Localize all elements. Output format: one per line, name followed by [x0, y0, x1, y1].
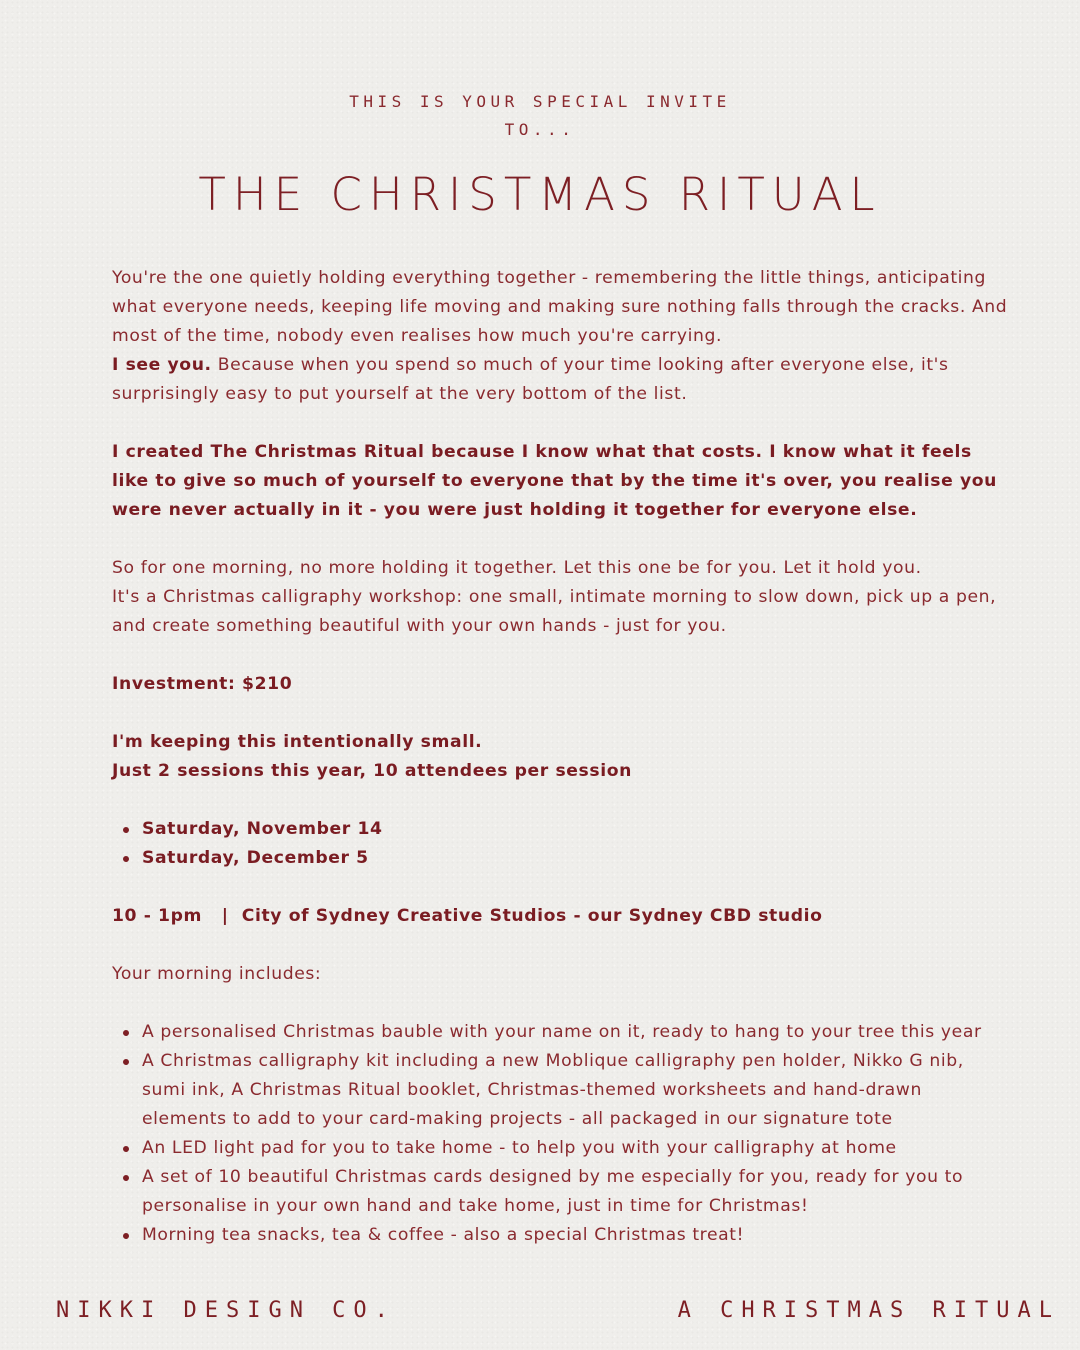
- i-see-you-text: I see you.: [112, 355, 212, 375]
- includes-item: A personalised Christmas bauble with your name on it, ready to hang to your tree this year: [142, 1018, 1012, 1047]
- intro-paragraph-2: [112, 351, 1012, 409]
- intro-paragraph-4: So for one morning, no more holding it together. Let this one be for you. Let it hold you.: [112, 558, 922, 578]
- intro-paragraph-3: I created The Christmas Ritual because I know what that costs. I know what it feels like to give so much of yourself to everyone that by the time it's over, you realise you were never actually in it - you were just holding it together for everyone else.: [112, 442, 998, 520]
- includes-item: An LED light pad for you to take home - to help you with your calligraphy at home: [142, 1134, 1012, 1163]
- includes-item: A Christmas calligraphy kit including a new Moblique calligraphy pen holder, Nikko G nib, sumi ink, A Christmas Ritual booklet, Christmas-themed worksheets and hand-drawn elements to add to your card-making projects - all packaged in our signature tote: [142, 1047, 1012, 1134]
- intro-paragraph-1: You're the one quietly holding everything together - remembering the little things, anticipating what everyone needs, keeping life moving and making sure nothing falls through the cracks. And most of the time, nobody even realises how much you're carrying.: [112, 268, 1008, 346]
- session-dates-list: [112, 815, 1012, 873]
- invite-line-2: TO...: [504, 120, 576, 139]
- includes-item: A set of 10 beautiful Christmas cards designed by me especially for you, ready for you to personalise in your own hand and take home, just in time for Christmas!: [142, 1163, 1012, 1221]
- includes-item: Morning tea snacks, tea & coffee - also a special Christmas treat!: [142, 1221, 1012, 1250]
- intro-paragraph-2-rest: Because when you spend so much of your time looking after everyone else, it's surprisingly easy to put yourself at the very bottom of the list.: [112, 355, 949, 404]
- invite-header: [0, 88, 1080, 144]
- invitation-body: [112, 264, 1012, 1250]
- invite-line-1: THIS IS YOUR SPECIAL INVITE: [349, 92, 731, 111]
- page-title: THE CHRISTMAS RITUAL: [198, 168, 882, 221]
- intro-paragraph-5: It's a Christmas calligraphy workshop: one small, intimate morning to slow down, pick up a pen, and create something beautiful with your own hands - just for you.: [112, 587, 997, 636]
- brand-name: NIKKI DESIGN CO.: [56, 1298, 396, 1323]
- session-date: Saturday, November 14: [142, 815, 1012, 844]
- includes-list: [112, 1018, 1012, 1250]
- investment-text: Investment: $210: [112, 674, 293, 694]
- includes-heading: Your morning includes:: [112, 964, 322, 984]
- session-date: Saturday, December 5: [142, 844, 1012, 873]
- small-notice-line-2: Just 2 sessions this year, 10 attendees per session: [112, 761, 632, 781]
- footer-event-name: A CHRISTMAS RITUAL: [677, 1298, 1060, 1323]
- time-location-text: 10 - 1pm | City of Sydney Creative Studios - our Sydney CBD studio: [112, 906, 823, 926]
- small-notice-line-1: I'm keeping this intentionally small.: [112, 732, 483, 752]
